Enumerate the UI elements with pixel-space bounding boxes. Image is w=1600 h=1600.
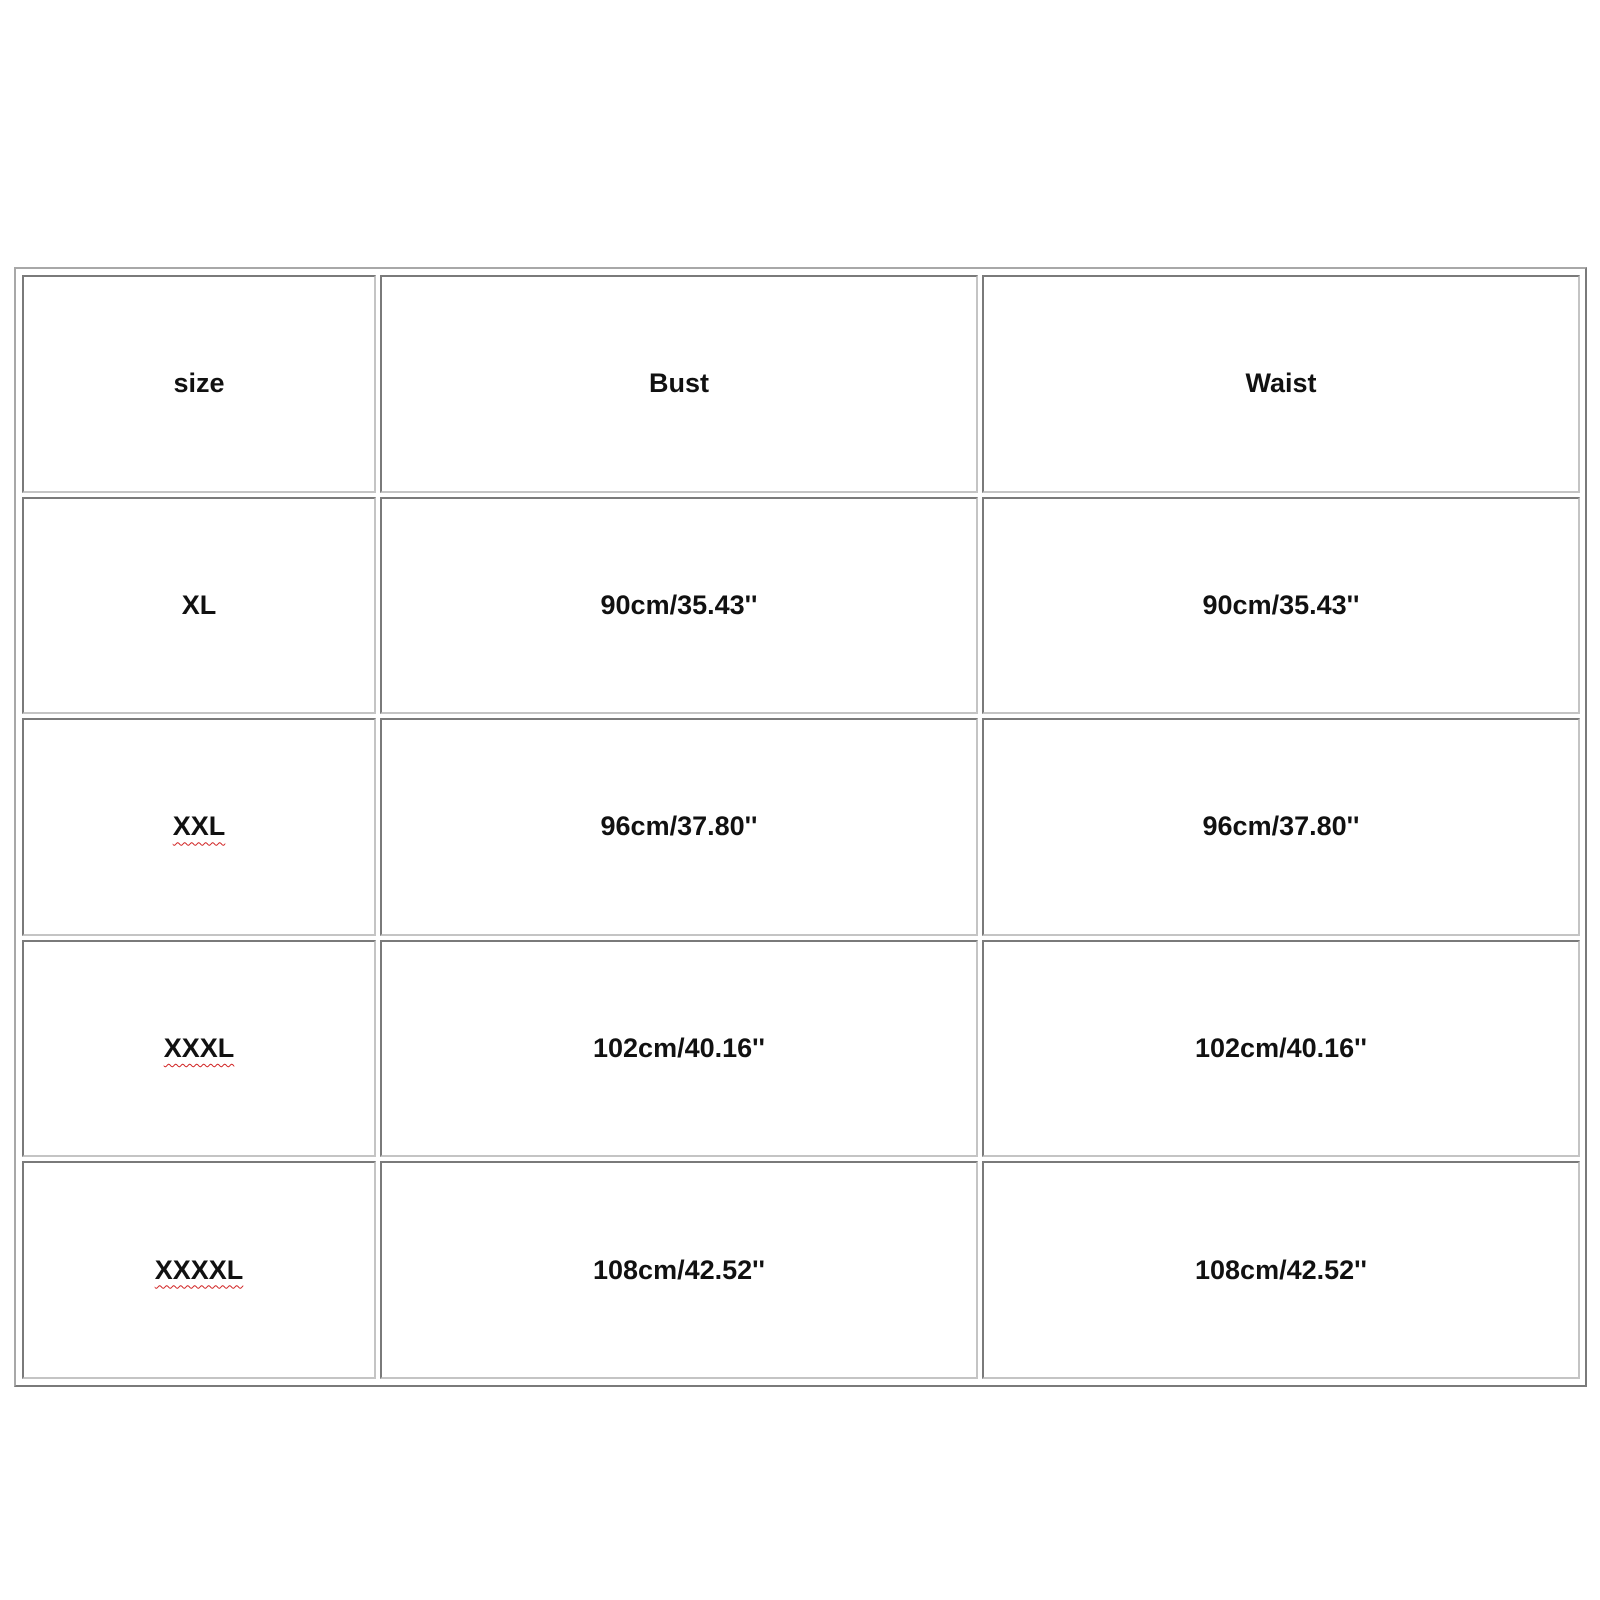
cell-waist: 90cm/35.43''	[982, 497, 1580, 715]
cell-waist: 96cm/37.80''	[982, 718, 1580, 936]
cell-bust: 96cm/37.80''	[380, 718, 978, 936]
table-row	[22, 940, 1580, 1158]
header-bust: Bust	[380, 275, 978, 493]
table-row	[22, 497, 1580, 715]
cell-bust: 102cm/40.16''	[380, 940, 978, 1158]
cell-size	[22, 1161, 376, 1379]
size-label: XXXL	[163, 1033, 235, 1064]
size-chart-table-frame	[14, 267, 1587, 1387]
size-label: XXL	[172, 811, 226, 842]
header-waist: Waist	[982, 275, 1580, 493]
cell-size	[22, 497, 376, 715]
table-header-row	[22, 275, 1580, 493]
size-label: XXXXL	[154, 1254, 244, 1285]
size-chart-table	[18, 271, 1584, 1383]
cell-bust: 108cm/42.52''	[380, 1161, 978, 1379]
cell-size	[22, 940, 376, 1158]
cell-waist: 108cm/42.52''	[982, 1161, 1580, 1379]
table-row	[22, 718, 1580, 936]
cell-waist: 102cm/40.16''	[982, 940, 1580, 1158]
size-label: XL	[181, 589, 217, 620]
cell-bust: 90cm/35.43''	[380, 497, 978, 715]
table-row	[22, 1161, 1580, 1379]
header-size: size	[22, 275, 376, 493]
cell-size	[22, 718, 376, 936]
